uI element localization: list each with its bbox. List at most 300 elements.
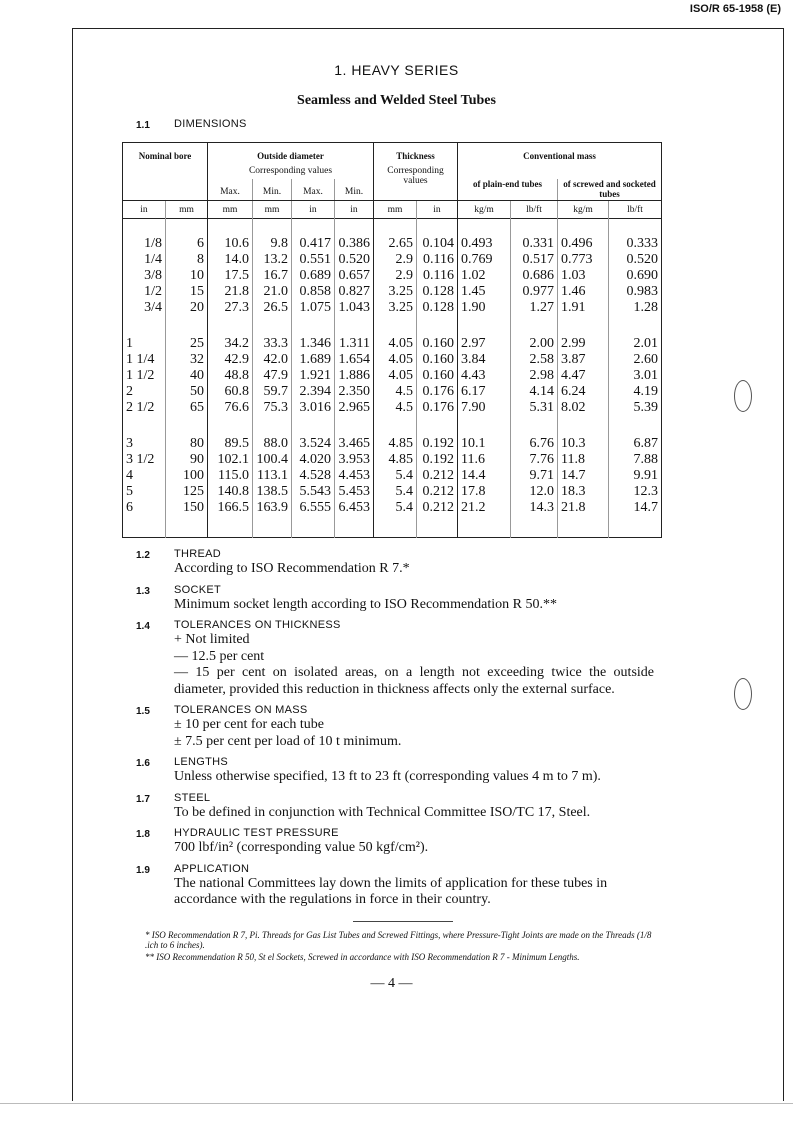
section-heading: HYDRAULIC TEST PRESSURE bbox=[174, 827, 339, 839]
spacer-cell bbox=[417, 415, 458, 435]
spacer-cell bbox=[292, 219, 335, 236]
section-heading: TOLERANCES ON THICKNESS bbox=[174, 619, 341, 631]
value-cell: 2.9 bbox=[374, 251, 417, 267]
bore-in-cell: 2 bbox=[126, 383, 133, 399]
section-body bbox=[174, 876, 654, 909]
value-cell: 1.075 bbox=[292, 299, 335, 315]
page-number: — 4 — bbox=[370, 975, 413, 991]
spacer-cell bbox=[511, 219, 558, 236]
spacer-row bbox=[123, 315, 662, 335]
table-row bbox=[123, 335, 662, 351]
section bbox=[122, 756, 661, 786]
value-cell: 12.0 bbox=[511, 483, 558, 499]
value-cell: 0.160 bbox=[417, 335, 458, 351]
bore-in-cell: 1 bbox=[126, 335, 133, 351]
value-cell: 113.1 bbox=[253, 467, 292, 483]
section bbox=[122, 548, 661, 578]
section-number: 1.9 bbox=[136, 864, 150, 876]
value-cell: 0.192 bbox=[417, 435, 458, 451]
section-body bbox=[174, 717, 654, 750]
value-cell: 90 bbox=[166, 451, 208, 467]
spacer-cell bbox=[417, 515, 458, 538]
value-cell: 0.417 bbox=[292, 235, 335, 251]
section-heading: TOLERANCES ON MASS bbox=[174, 704, 308, 716]
spacer-cell bbox=[335, 219, 374, 236]
section-line: To be defined in conjunction with Technical Committee ISO/TC 17, Steel. bbox=[174, 804, 591, 820]
spacer-cell bbox=[253, 219, 292, 236]
unit-cell: mm bbox=[253, 201, 292, 219]
page-edge-line bbox=[0, 1103, 793, 1104]
value-cell: 34.2 bbox=[208, 335, 253, 351]
table-body bbox=[123, 219, 662, 538]
value-cell: 0.160 bbox=[417, 367, 458, 383]
section-number: 1.2 bbox=[136, 550, 150, 561]
value-cell: 0.128 bbox=[417, 283, 458, 299]
header-od-max-in: Max. bbox=[292, 179, 335, 201]
dimensions-table bbox=[122, 142, 662, 538]
value-cell: 6.453 bbox=[335, 499, 374, 515]
value-cell: 9.8 bbox=[253, 235, 292, 251]
value-cell: 102.1 bbox=[208, 451, 253, 467]
value-cell: 0.690 bbox=[609, 267, 662, 283]
value-cell: 7.88 bbox=[609, 451, 662, 467]
value-cell: 1.921 bbox=[292, 367, 335, 383]
value-cell: 100.4 bbox=[253, 451, 292, 467]
value-cell: 4.05 bbox=[374, 351, 417, 367]
punch-hole bbox=[734, 380, 752, 412]
value-cell: 3.87 bbox=[558, 351, 609, 367]
value-cell: 0.176 bbox=[417, 399, 458, 415]
spacer-cell bbox=[374, 315, 417, 335]
value-cell: 6.17 bbox=[458, 383, 511, 399]
spacer-cell bbox=[511, 315, 558, 335]
content-flow bbox=[122, 142, 661, 992]
value-cell: 47.9 bbox=[253, 367, 292, 383]
spacer-cell bbox=[123, 219, 166, 236]
spacer-cell bbox=[558, 515, 609, 538]
section-number: 1.6 bbox=[136, 758, 150, 769]
section-heading: APPLICATION bbox=[174, 862, 250, 875]
bore-in-cell: 1 1/2 bbox=[126, 367, 155, 383]
bore-in-cell: 3 bbox=[126, 435, 133, 451]
value-cell: 10.3 bbox=[558, 435, 609, 451]
spacer-row bbox=[123, 415, 662, 435]
value-cell: 2.60 bbox=[609, 351, 662, 367]
value-cell: 4.05 bbox=[374, 367, 417, 383]
table-row bbox=[123, 367, 662, 383]
value-cell: 40 bbox=[166, 367, 208, 383]
section-body bbox=[174, 769, 654, 786]
spacer-cell bbox=[609, 515, 662, 538]
bore-in-cell: 5 bbox=[126, 483, 133, 499]
value-cell: 16.7 bbox=[253, 267, 292, 283]
value-cell: 14.3 bbox=[511, 499, 558, 515]
value-cell: 0.333 bbox=[609, 235, 662, 251]
value-cell: 9.71 bbox=[511, 467, 558, 483]
value-cell: 4.14 bbox=[511, 383, 558, 399]
value-cell: 0.104 bbox=[417, 235, 458, 251]
section-number: 1.5 bbox=[136, 706, 150, 717]
spacer-cell bbox=[458, 219, 511, 236]
unit-cell: lb/ft bbox=[609, 201, 662, 219]
spacer-cell bbox=[292, 315, 335, 335]
value-cell: 2.99 bbox=[558, 335, 609, 351]
section bbox=[122, 584, 661, 614]
header-od-min-in: Min. bbox=[335, 179, 374, 201]
header-outside-diameter: Outside diameter bbox=[257, 151, 324, 161]
value-cell: 11.8 bbox=[558, 451, 609, 467]
spacer-cell bbox=[253, 315, 292, 335]
header-od-corresponding: Corresponding values bbox=[248, 166, 333, 176]
spacer-cell bbox=[292, 515, 335, 538]
section-body bbox=[174, 632, 654, 698]
value-cell: 76.6 bbox=[208, 399, 253, 415]
page-subtitle: Seamless and Welded Steel Tubes bbox=[297, 93, 496, 108]
spacer-cell bbox=[511, 415, 558, 435]
value-cell: 5.543 bbox=[292, 483, 335, 499]
spacer-cell bbox=[166, 219, 208, 236]
value-cell: 2.9 bbox=[374, 267, 417, 283]
page-title: 1. HEAVY SERIES bbox=[334, 62, 459, 78]
bore-in-cell: 6 bbox=[126, 499, 133, 515]
value-cell: 1.311 bbox=[335, 335, 374, 351]
value-cell: 2.58 bbox=[511, 351, 558, 367]
value-cell: 5.4 bbox=[374, 483, 417, 499]
value-cell: 17.5 bbox=[208, 267, 253, 283]
unit-cell: lb/ft bbox=[511, 201, 558, 219]
value-cell: 1.886 bbox=[335, 367, 374, 383]
unit-cell: mm bbox=[208, 201, 253, 219]
value-cell: 2.98 bbox=[511, 367, 558, 383]
header-nominal-bore: Nominal bore bbox=[123, 143, 208, 201]
spacer-cell bbox=[558, 415, 609, 435]
value-cell: 2.394 bbox=[292, 383, 335, 399]
value-cell: 140.8 bbox=[208, 483, 253, 499]
spacer-cell bbox=[609, 315, 662, 335]
section bbox=[122, 704, 661, 750]
unit-cell: kg/m bbox=[458, 201, 511, 219]
value-cell: 138.5 bbox=[253, 483, 292, 499]
value-cell: 65 bbox=[166, 399, 208, 415]
value-cell: 2.01 bbox=[609, 335, 662, 351]
value-cell: 33.3 bbox=[253, 335, 292, 351]
value-cell: 4.47 bbox=[558, 367, 609, 383]
value-cell: 3.465 bbox=[335, 435, 374, 451]
value-cell: 0.192 bbox=[417, 451, 458, 467]
bore-in-cell: 1/8 bbox=[144, 235, 162, 251]
table-row bbox=[123, 351, 662, 367]
spacer-cell bbox=[458, 315, 511, 335]
header-od-min-mm: Min. bbox=[253, 179, 292, 201]
value-cell: 3.524 bbox=[292, 435, 335, 451]
section-heading: DIMENSIONS bbox=[174, 118, 247, 130]
value-cell: 15 bbox=[166, 283, 208, 299]
section-body bbox=[174, 805, 654, 822]
value-cell: 1.02 bbox=[458, 267, 511, 283]
spacer-cell bbox=[335, 315, 374, 335]
spacer-cell bbox=[123, 515, 166, 538]
spacer-cell bbox=[123, 315, 166, 335]
bore-in-cell: 3 1/2 bbox=[126, 451, 155, 467]
value-cell: 0.858 bbox=[292, 283, 335, 299]
value-cell: 4.43 bbox=[458, 367, 511, 383]
section-line: — 15 per cent on isolated areas, on a length not exceeding twice the outside diameter, provided this reduction in thickness affects only the external surface. bbox=[174, 665, 654, 697]
unit-cell: in bbox=[417, 201, 458, 219]
section bbox=[122, 619, 661, 698]
unit-cell: mm bbox=[374, 201, 417, 219]
value-cell: 0.769 bbox=[458, 251, 511, 267]
value-cell: 3.01 bbox=[609, 367, 662, 383]
spacer-cell bbox=[417, 219, 458, 236]
value-cell: 5.39 bbox=[609, 399, 662, 415]
spacer-cell bbox=[208, 315, 253, 335]
header-conventional-mass: Conventional mass bbox=[458, 143, 662, 180]
section-number: 1.3 bbox=[136, 585, 150, 597]
value-cell: 1.346 bbox=[292, 335, 335, 351]
value-cell: 1.043 bbox=[335, 299, 374, 315]
header-od-max-mm: Max. bbox=[208, 179, 253, 201]
unit-cell: in bbox=[335, 201, 374, 219]
bore-in-cell: 1/4 bbox=[144, 251, 162, 267]
section-line: 700 lbf/in² (corresponding value 50 kgf/cm²). bbox=[174, 840, 429, 855]
table-row bbox=[123, 467, 662, 483]
spacer-cell bbox=[374, 415, 417, 435]
value-cell: 1.90 bbox=[458, 299, 511, 315]
value-cell: 2.65 bbox=[374, 235, 417, 251]
value-cell: 88.0 bbox=[253, 435, 292, 451]
value-cell: 0.517 bbox=[511, 251, 558, 267]
unit-cell: in bbox=[140, 204, 148, 215]
section bbox=[122, 863, 661, 909]
value-cell: 14.7 bbox=[609, 499, 662, 515]
spacer-cell bbox=[458, 415, 511, 435]
value-cell: 3.016 bbox=[292, 399, 335, 415]
value-cell: 2.350 bbox=[335, 383, 374, 399]
section-body bbox=[174, 597, 654, 614]
spacer-cell bbox=[511, 515, 558, 538]
value-cell: 14.0 bbox=[208, 251, 253, 267]
value-cell: 9.91 bbox=[609, 467, 662, 483]
section-body bbox=[174, 840, 654, 857]
footnote-1: * ISO Recommendation R 7, Pi. Threads for Gas List Tubes and Screwed Fittings, where Pressure-Tight Joints are made on the Threads (1/8 .ich to 6 inches). bbox=[145, 929, 652, 950]
section-line: According to ISO Recommendation R 7.* bbox=[174, 561, 410, 576]
value-cell: 1.27 bbox=[511, 299, 558, 315]
value-cell: 5.4 bbox=[374, 499, 417, 515]
value-cell: 8.02 bbox=[558, 399, 609, 415]
value-cell: 1.28 bbox=[609, 299, 662, 315]
table-row bbox=[123, 267, 662, 283]
value-cell: 166.5 bbox=[208, 499, 253, 515]
value-cell: 0.212 bbox=[417, 499, 458, 515]
header-plain-end: of plain-end tubes bbox=[458, 179, 558, 201]
value-cell: 0.686 bbox=[511, 267, 558, 283]
value-cell: 75.3 bbox=[253, 399, 292, 415]
value-cell: 4.19 bbox=[609, 383, 662, 399]
sections bbox=[122, 548, 661, 909]
section-line: Unless otherwise specified, 13 ft to 23 ft (corresponding values 4 m to 7 m). bbox=[174, 769, 601, 784]
value-cell: 8 bbox=[166, 251, 208, 267]
section-line: ± 7.5 per cent per load of 10 t minimum. bbox=[174, 733, 402, 749]
section-line: The national Committees lay down the limits of application for these tubes in accordance with the regulations in force in their country. bbox=[174, 875, 608, 907]
section-line: — 12.5 per cent bbox=[174, 648, 265, 664]
value-cell: 3.953 bbox=[335, 451, 374, 467]
section bbox=[122, 792, 661, 822]
value-cell: 21.2 bbox=[458, 499, 511, 515]
spacer-cell bbox=[558, 219, 609, 236]
spacer-cell bbox=[609, 415, 662, 435]
value-cell: 1.91 bbox=[558, 299, 609, 315]
value-cell: 100 bbox=[166, 467, 208, 483]
spacer-cell bbox=[417, 315, 458, 335]
bore-in-cell: 3/8 bbox=[144, 267, 162, 283]
value-cell: 13.2 bbox=[253, 251, 292, 267]
value-cell: 0.827 bbox=[335, 283, 374, 299]
value-cell: 0.689 bbox=[292, 267, 335, 283]
section-line: Minimum socket length according to ISO Recommendation R 50.** bbox=[174, 596, 557, 612]
section-body bbox=[174, 561, 654, 578]
value-cell: 2.965 bbox=[335, 399, 374, 415]
value-cell: 0.977 bbox=[511, 283, 558, 299]
value-cell: 3.84 bbox=[458, 351, 511, 367]
value-cell: 163.9 bbox=[253, 499, 292, 515]
value-cell: 80 bbox=[166, 435, 208, 451]
spacer-cell bbox=[166, 515, 208, 538]
table-row bbox=[123, 451, 662, 467]
value-cell: 42.9 bbox=[208, 351, 253, 367]
value-cell: 4.5 bbox=[374, 383, 417, 399]
spacer-cell bbox=[374, 515, 417, 538]
value-cell: 0.116 bbox=[417, 267, 458, 283]
spacer-cell bbox=[253, 415, 292, 435]
value-cell: 42.0 bbox=[253, 351, 292, 367]
spacer-cell bbox=[123, 415, 166, 435]
spacer-cell bbox=[558, 315, 609, 335]
spacer-cell bbox=[335, 515, 374, 538]
unit-cell: kg/m bbox=[558, 201, 609, 219]
bore-in-cell: 1/2 bbox=[144, 283, 162, 299]
value-cell: 14.4 bbox=[458, 467, 511, 483]
value-cell: 7.76 bbox=[511, 451, 558, 467]
value-cell: 5.4 bbox=[374, 467, 417, 483]
section-heading: SOCKET bbox=[174, 583, 222, 596]
unit-cell: mm bbox=[166, 201, 208, 219]
header-thickness: Thickness bbox=[396, 151, 435, 161]
value-cell: 60.8 bbox=[208, 383, 253, 399]
section-number: 1.8 bbox=[136, 829, 150, 840]
value-cell: 150 bbox=[166, 499, 208, 515]
value-cell: 12.3 bbox=[609, 483, 662, 499]
value-cell: 0.160 bbox=[417, 351, 458, 367]
spacer-row bbox=[123, 515, 662, 538]
value-cell: 6.24 bbox=[558, 383, 609, 399]
section-number: 1.1 bbox=[136, 120, 150, 131]
spacer-row bbox=[123, 219, 662, 236]
spacer-cell bbox=[166, 415, 208, 435]
value-cell: 0.386 bbox=[335, 235, 374, 251]
value-cell: 125 bbox=[166, 483, 208, 499]
value-cell: 0.520 bbox=[335, 251, 374, 267]
value-cell: 1.03 bbox=[558, 267, 609, 283]
section-heading: THREAD bbox=[174, 548, 222, 560]
table-row bbox=[123, 499, 662, 515]
document-reference: ISO/R 65-1958 (E) bbox=[689, 3, 781, 15]
value-cell: 0.520 bbox=[609, 251, 662, 267]
spacer-cell bbox=[208, 219, 253, 236]
value-cell: 6 bbox=[166, 235, 208, 251]
bore-in-cell: 3/4 bbox=[144, 299, 162, 315]
table-row bbox=[123, 399, 662, 415]
spacer-cell bbox=[609, 219, 662, 236]
value-cell: 21.0 bbox=[253, 283, 292, 299]
value-cell: 10.6 bbox=[208, 235, 253, 251]
footnotes bbox=[122, 930, 661, 962]
value-cell: 6.555 bbox=[292, 499, 335, 515]
value-cell: 1.654 bbox=[335, 351, 374, 367]
spacer-cell bbox=[374, 219, 417, 236]
value-cell: 2.97 bbox=[458, 335, 511, 351]
value-cell: 4.453 bbox=[335, 467, 374, 483]
value-cell: 11.6 bbox=[458, 451, 511, 467]
header-thk-corresponding: Corresponding values bbox=[387, 166, 444, 186]
value-cell: 0.773 bbox=[558, 251, 609, 267]
value-cell: 0.212 bbox=[417, 483, 458, 499]
value-cell: 1.45 bbox=[458, 283, 511, 299]
footnote-2: ** ISO Recommendation R 50, St el Sockets, Screwed in accordance with ISO Recommendation R 7 - Minimum Lengths. bbox=[145, 951, 580, 962]
value-cell: 20 bbox=[166, 299, 208, 315]
table-row bbox=[123, 299, 662, 315]
value-cell: 0.331 bbox=[511, 235, 558, 251]
value-cell: 0.983 bbox=[609, 283, 662, 299]
section-line: + Not limited bbox=[174, 632, 250, 647]
value-cell: 2.00 bbox=[511, 335, 558, 351]
value-cell: 10.1 bbox=[458, 435, 511, 451]
value-cell: 48.8 bbox=[208, 367, 253, 383]
value-cell: 6.76 bbox=[511, 435, 558, 451]
value-cell: 5.453 bbox=[335, 483, 374, 499]
value-cell: 0.551 bbox=[292, 251, 335, 267]
value-cell: 25 bbox=[166, 335, 208, 351]
value-cell: 4.020 bbox=[292, 451, 335, 467]
value-cell: 0.493 bbox=[458, 235, 511, 251]
section-line: ± 10 per cent for each tube bbox=[174, 717, 324, 732]
value-cell: 50 bbox=[166, 383, 208, 399]
value-cell: 3.25 bbox=[374, 299, 417, 315]
value-cell: 14.7 bbox=[558, 467, 609, 483]
spacer-cell bbox=[292, 415, 335, 435]
value-cell: 4.05 bbox=[374, 335, 417, 351]
value-cell: 10 bbox=[166, 267, 208, 283]
value-cell: 89.5 bbox=[208, 435, 253, 451]
spacer-cell bbox=[335, 415, 374, 435]
value-cell: 17.8 bbox=[458, 483, 511, 499]
spacer-cell bbox=[166, 315, 208, 335]
value-cell: 21.8 bbox=[208, 283, 253, 299]
unit-cell: in bbox=[292, 201, 335, 219]
value-cell: 1.46 bbox=[558, 283, 609, 299]
value-cell: 21.8 bbox=[558, 499, 609, 515]
value-cell: 0.116 bbox=[417, 251, 458, 267]
section-heading: LENGTHS bbox=[174, 756, 229, 768]
table-row bbox=[123, 383, 662, 399]
section bbox=[122, 827, 661, 857]
table-row bbox=[123, 235, 662, 251]
value-cell: 0.212 bbox=[417, 467, 458, 483]
value-cell: 4.85 bbox=[374, 435, 417, 451]
value-cell: 4.528 bbox=[292, 467, 335, 483]
value-cell: 3.25 bbox=[374, 283, 417, 299]
spacer-cell bbox=[458, 515, 511, 538]
value-cell: 0.496 bbox=[558, 235, 609, 251]
